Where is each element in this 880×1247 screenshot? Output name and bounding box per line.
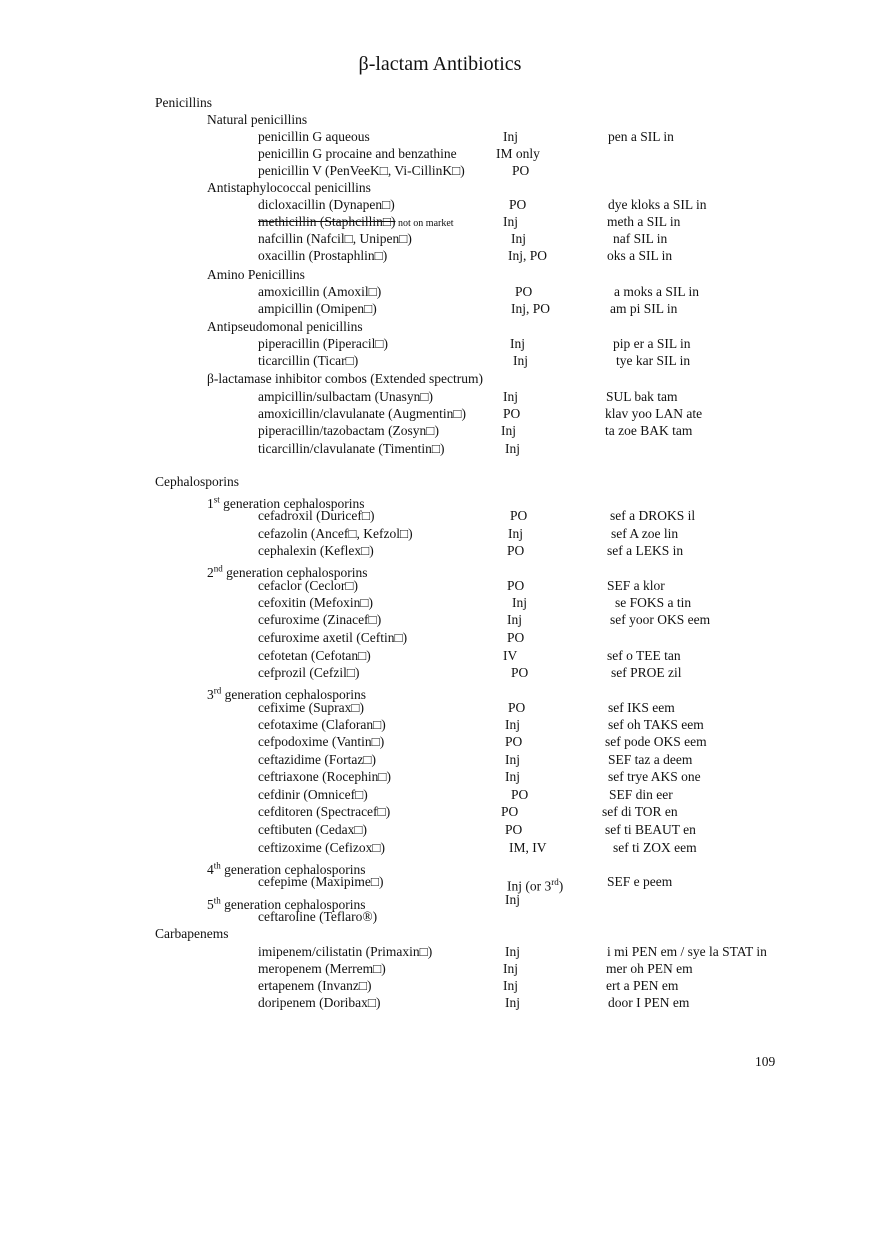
drug-row <box>258 214 454 232</box>
drug-name: cephalexin (Keflex□) <box>258 543 374 558</box>
drug-row <box>258 146 457 162</box>
drug-row <box>258 389 433 405</box>
drug-row <box>258 508 374 524</box>
heading-text: Antistaphylococcal penicillins <box>207 180 371 195</box>
pronunciation: sef a LEKS in <box>607 543 684 558</box>
page-title: β-lactam Antibiotics <box>358 53 522 75</box>
page-number: 109 <box>755 1054 776 1069</box>
drug-row <box>258 769 391 785</box>
drug-name: cefixime (Suprax□) <box>258 700 364 715</box>
route: IV <box>503 648 518 663</box>
market-note: not on market <box>395 218 454 229</box>
drug-row <box>258 734 384 750</box>
route: Inj <box>505 769 520 784</box>
route: Inj <box>512 595 527 610</box>
route: Inj <box>513 353 528 368</box>
subsection-heading <box>207 112 307 128</box>
section-heading <box>155 926 228 942</box>
drug-name: cefuroxime axetil (Ceftin□) <box>258 630 408 645</box>
drug-name: amoxicillin (Amoxil□) <box>258 284 382 299</box>
pronunciation: sef oh TAKS eem <box>608 717 704 732</box>
drug-row <box>258 197 395 213</box>
route: PO <box>501 804 519 819</box>
section-heading <box>155 95 212 111</box>
drug-name: penicillin G aqueous <box>258 129 370 144</box>
heading-text: 4th generation cephalosporins <box>207 860 366 877</box>
route: Inj <box>507 612 522 627</box>
drug-row <box>258 248 387 264</box>
pronunciation: sef ti BEAUT en <box>605 822 696 837</box>
drug-row <box>258 840 385 856</box>
route: Inj, PO <box>511 301 551 316</box>
drug-row <box>258 423 439 439</box>
heading-text: Penicillins <box>155 95 212 110</box>
drug-name: cefdinir (Omnicef□) <box>258 787 368 802</box>
drug-name: penicillin G procaine and benzathine <box>258 146 457 161</box>
drug-name: cefuroxime (Zinacef□) <box>258 612 382 627</box>
route: Inj <box>503 389 518 404</box>
drug-name: cefpodoxime (Vantin□) <box>258 734 385 749</box>
drug-name: piperacillin/tazobactam (Zosyn□) <box>258 423 439 438</box>
drug-row <box>258 978 371 994</box>
drug-row <box>258 526 413 542</box>
drug-row <box>258 441 444 457</box>
pronunciation: se FOKS a tin <box>615 595 692 610</box>
drug-name: methicillin (Staphcillin□) <box>258 214 396 229</box>
drug-name: cefazolin (Ancef□, Kefzol□) <box>258 526 413 541</box>
drug-row <box>258 752 376 768</box>
route: PO <box>505 734 523 749</box>
drug-row <box>258 231 412 247</box>
pronunciation: sef di TOR en <box>602 804 678 819</box>
route: Inj <box>510 336 525 351</box>
pronunciation: sef A zoe lin <box>611 526 679 541</box>
route: Inj <box>505 995 520 1010</box>
drug-name: ampicillin (Omipen□) <box>258 301 377 316</box>
drug-name: cefepime (Maxipime□) <box>258 874 384 889</box>
drug-name: ceftizoxime (Cefizox□) <box>258 840 385 855</box>
pronunciation: klav yoo LAN ate <box>605 406 703 421</box>
drug-name: nafcillin (Nafcil□, Unipen□) <box>258 231 412 246</box>
drug-name: cefditoren (Spectracef□) <box>258 804 391 819</box>
route: Inj <box>505 944 520 959</box>
pronunciation: SEF taz a deem <box>608 752 693 767</box>
pronunciation: SEF a klor <box>607 578 665 593</box>
pronunciation: mer oh PEN em <box>606 961 693 976</box>
pronunciation: sef pode OKS eem <box>605 734 707 749</box>
drug-row <box>258 301 377 317</box>
pronunciation: sef yoor OKS eem <box>610 612 711 627</box>
drug-row <box>258 700 364 716</box>
pronunciation: sef ti ZOX eem <box>613 840 697 855</box>
drug-name: meropenem (Merrem□) <box>258 961 386 976</box>
heading-text: 1st generation cephalosporins <box>207 494 365 511</box>
drug-row <box>258 822 367 838</box>
pronunciation: oks a SIL in <box>607 248 673 263</box>
drug-row <box>258 787 368 803</box>
drug-row <box>258 543 374 559</box>
route: IM only <box>496 146 540 161</box>
drug-row <box>258 630 407 646</box>
pronunciation: meth a SIL in <box>607 214 681 229</box>
route: Inj <box>505 892 520 907</box>
route: Inj <box>503 978 518 993</box>
route: Inj <box>511 231 526 246</box>
drug-row <box>258 648 371 664</box>
drug-name: penicillin V (PenVeeK□, Vi-CillinK□) <box>258 163 465 178</box>
drug-row <box>258 578 358 594</box>
drug-name: dicloxacillin (Dynapen□) <box>258 197 395 212</box>
drug-row <box>258 874 383 890</box>
drug-row <box>258 717 386 733</box>
drug-name: ertapenem (Invanz□) <box>258 978 372 993</box>
pronunciation: a moks a SIL in <box>614 284 699 299</box>
drug-row <box>258 163 465 179</box>
drug-row <box>258 336 388 352</box>
drug-row <box>258 595 373 611</box>
drug-name: cefotaxime (Claforan□) <box>258 717 386 732</box>
route: Inj, PO <box>508 248 548 263</box>
route: PO <box>510 508 528 523</box>
route: PO <box>503 406 521 421</box>
drug-name: ceftriaxone (Rocephin□) <box>258 769 391 784</box>
pronunciation: SUL bak tam <box>606 389 678 404</box>
drug-name: cefoxitin (Mefoxin□) <box>258 595 373 610</box>
drug-row <box>258 612 381 628</box>
subsection-heading <box>207 180 371 196</box>
drug-name: imipenem/cilistatin (Primaxin□) <box>258 944 433 959</box>
pronunciation: ert a PEN em <box>606 978 679 993</box>
drug-row <box>258 129 370 145</box>
pronunciation: SEF din eer <box>609 787 673 802</box>
route: PO <box>511 665 529 680</box>
pronunciation: sef trye AKS one <box>608 769 701 784</box>
route: PO <box>507 543 525 558</box>
drug-name: oxacillin (Prostaphlin□) <box>258 248 388 263</box>
route: PO <box>509 197 527 212</box>
pronunciation: sef o TEE tan <box>607 648 681 663</box>
pronunciation: ta zoe BAK tam <box>605 423 693 438</box>
drug-row <box>258 353 358 369</box>
drug-name: ticarcillin (Ticar□) <box>258 353 359 368</box>
pronunciation: sef IKS eem <box>608 700 675 715</box>
pronunciation: sef PROE zil <box>611 665 682 680</box>
drug-name: ceftaroline (Teflaro®) <box>258 909 378 924</box>
drug-row <box>258 804 390 820</box>
pronunciation: am pi SIL in <box>610 301 678 316</box>
drug-name: cefotetan (Cefotan□) <box>258 648 371 663</box>
drug-name: ampicillin/sulbactam (Unasyn□) <box>258 389 433 404</box>
heading-text: Cephalosporins <box>155 474 239 489</box>
route: PO <box>505 822 523 837</box>
heading-text: 2nd generation cephalosporins <box>207 563 368 580</box>
heading-text: Amino Penicillins <box>207 267 305 282</box>
drug-name: ceftibuten (Cedax□) <box>258 822 367 837</box>
drug-row <box>258 665 359 681</box>
route: PO <box>508 700 526 715</box>
route: Inj <box>503 214 518 229</box>
pronunciation: tye kar SIL in <box>616 353 691 368</box>
drug-row <box>258 995 381 1011</box>
section-heading <box>155 474 239 490</box>
route: PO <box>511 787 529 802</box>
drug-name: cefprozil (Cefzil□) <box>258 665 360 680</box>
pronunciation: pip er a SIL in <box>613 336 691 351</box>
drug-name: amoxicillin/clavulanate (Augmentin□) <box>258 406 466 421</box>
route: Inj <box>508 526 523 541</box>
heading-text: Natural penicillins <box>207 112 308 127</box>
drug-row <box>258 284 381 300</box>
pronunciation: pen a SIL in <box>608 129 674 144</box>
drug-row <box>258 909 377 925</box>
drug-row <box>258 406 466 422</box>
heading-text: Carbapenems <box>155 926 229 941</box>
route: Inj <box>503 961 518 976</box>
route: Inj <box>505 717 520 732</box>
heading-text: Antipseudomonal penicillins <box>207 319 363 334</box>
pronunciation: door I PEN em <box>608 995 690 1010</box>
heading-text: 3rd generation cephalosporins <box>207 685 366 702</box>
pronunciation: sef a DROKS il <box>610 508 696 523</box>
drug-name: piperacillin (Piperacil□) <box>258 336 388 351</box>
drug-row <box>258 961 386 977</box>
drug-name: doripenem (Doribax□) <box>258 995 381 1010</box>
pronunciation: SEF e peem <box>607 874 673 889</box>
drug-name: cefadroxil (Duricef□) <box>258 508 375 523</box>
route: Inj <box>505 752 520 767</box>
route: PO <box>507 630 525 645</box>
route: PO <box>507 578 525 593</box>
pronunciation: dye kloks a SIL in <box>608 197 707 212</box>
route: IM, IV <box>509 840 547 855</box>
subsection-heading <box>207 267 305 283</box>
route: Inj <box>505 441 520 456</box>
drug-name: ceftazidime (Fortaz□) <box>258 752 376 767</box>
route: PO <box>515 284 533 299</box>
heading-text: β-lactamase inhibitor combos (Extended spectrum) <box>207 371 484 386</box>
route: Inj <box>503 129 518 144</box>
route: Inj (or 3rd) <box>507 877 564 894</box>
route: Inj <box>501 423 516 438</box>
pronunciation: naf SIL in <box>613 231 668 246</box>
drug-name: cefaclor (Ceclor□) <box>258 578 358 593</box>
pronunciation: i mi PEN em / sye la STAT in <box>607 944 767 959</box>
drug-row <box>258 944 432 960</box>
route: PO <box>512 163 530 178</box>
subsection-heading <box>207 319 363 335</box>
heading-text: 5th generation cephalosporins <box>207 895 366 912</box>
drug-name: ticarcillin/clavulanate (Timentin□) <box>258 441 445 456</box>
subsection-heading <box>207 371 483 387</box>
